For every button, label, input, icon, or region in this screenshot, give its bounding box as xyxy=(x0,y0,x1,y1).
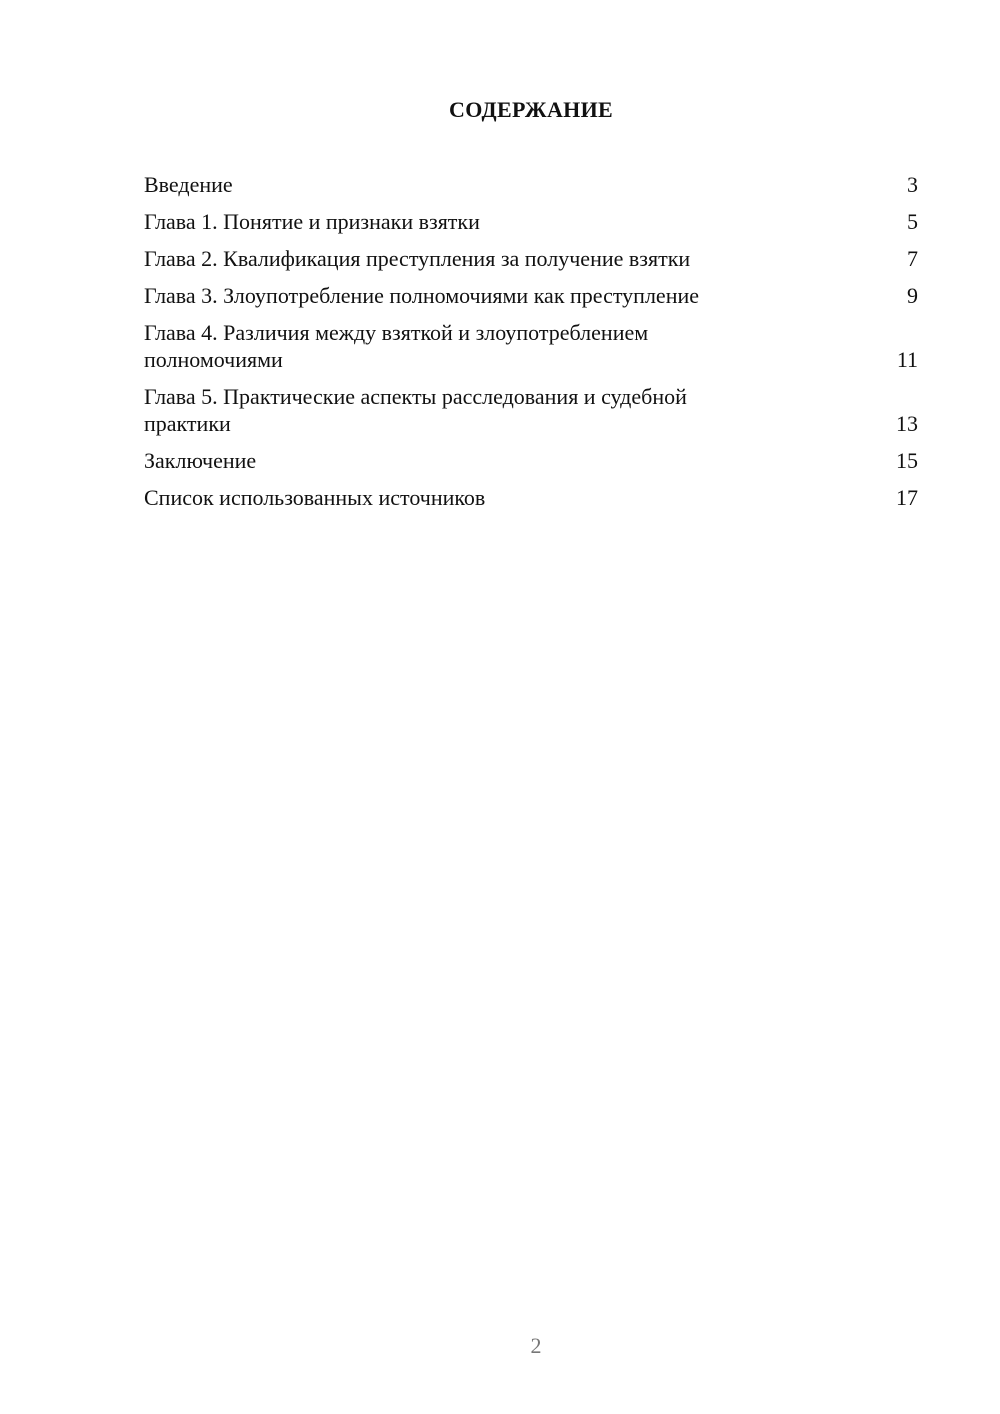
toc-item xyxy=(144,447,918,474)
toc-item-title-line: Глава 4. Различия между взяткой и злоупотреблением xyxy=(144,320,649,345)
toc-item-title: Список использованных источников xyxy=(144,485,486,510)
toc-item xyxy=(144,282,918,309)
toc-item-title-line: Глава 5. Практические аспекты расследования и судебной xyxy=(144,384,687,409)
toc-item-title: Заключение xyxy=(144,448,257,473)
toc-item xyxy=(144,208,918,235)
page-number: 2 xyxy=(530,1333,542,1358)
toc-item xyxy=(144,245,918,272)
toc-item-title: Глава 2. Квалификация преступления за получение взятки xyxy=(144,246,691,271)
toc-item xyxy=(144,484,918,511)
toc-item-title: Глава 3. Злоупотребление полномочиями как преступление xyxy=(144,283,700,308)
toc-item-title: Глава 1. Понятие и признаки взятки xyxy=(144,209,480,234)
toc-item-page: 11 xyxy=(896,347,918,372)
toc-item-title xyxy=(144,319,648,373)
toc-item-page: 13 xyxy=(896,411,918,436)
toc-item-page: 9 xyxy=(907,283,918,308)
table-of-contents xyxy=(144,171,918,521)
toc-item-page: 5 xyxy=(907,209,918,234)
toc-item-title xyxy=(144,383,687,437)
toc-item-page: 17 xyxy=(896,485,918,510)
toc-item xyxy=(144,383,918,437)
toc-item-page: 3 xyxy=(907,172,918,197)
toc-item-page: 7 xyxy=(907,246,918,271)
toc-item-title-line: практики xyxy=(144,411,231,436)
toc-item-page: 15 xyxy=(896,448,918,473)
toc-item xyxy=(144,171,918,198)
page-title: СОДЕРЖАНИЕ xyxy=(449,97,613,122)
toc-item-title-line: полномочиями xyxy=(144,347,283,372)
toc-item xyxy=(144,319,918,373)
toc-item-title: Введение xyxy=(144,172,233,197)
